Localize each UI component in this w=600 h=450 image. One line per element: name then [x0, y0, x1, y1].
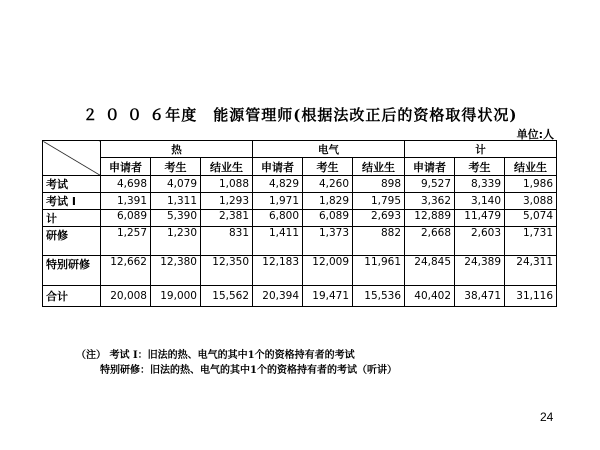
table-cell: 40,402	[405, 286, 455, 307]
table-cell: 1,373	[303, 227, 353, 256]
table-cell: 38,471	[455, 286, 505, 307]
col-header-applicants: 申请者	[101, 158, 151, 176]
table-cell: 4,829	[253, 176, 303, 193]
table-cell: 12,889	[405, 210, 455, 227]
unit-label: 单位:人	[516, 128, 554, 141]
table-cell: 9,527	[405, 176, 455, 193]
col-header-graduates: 结业生	[505, 158, 557, 176]
table-cell: 24,389	[455, 256, 505, 286]
table-cell: 4,260	[303, 176, 353, 193]
table-cell: 15,562	[201, 286, 253, 307]
table-cell: 11,961	[353, 256, 405, 286]
col-header-examinees: 考生	[303, 158, 353, 176]
corner-diagonal-cell	[43, 141, 101, 176]
table-cell: 1,230	[151, 227, 201, 256]
table-cell: 24,311	[505, 256, 557, 286]
row-label: 研修	[43, 227, 101, 256]
table-cell: 2,693	[353, 210, 405, 227]
row-label: 考试 I	[43, 193, 101, 210]
table-cell: 1,088	[201, 176, 253, 193]
table-cell: 882	[353, 227, 405, 256]
page-title: ２ ０ ０ ６年度 能源管理师(根据法改正后的资格取得状况)	[82, 106, 518, 124]
col-header-applicants: 申请者	[405, 158, 455, 176]
table-cell: 1,971	[253, 193, 303, 210]
footnote-line-1: （注） 考试 I：旧法的热、电气的其中1个的资格持有者的考试	[76, 350, 355, 361]
col-header-examinees: 考生	[151, 158, 201, 176]
table-cell: 1,829	[303, 193, 353, 210]
col-header-examinees: 考生	[455, 158, 505, 176]
table-cell: 3,362	[405, 193, 455, 210]
table-cell: 24,845	[405, 256, 455, 286]
table-cell: 4,079	[151, 176, 201, 193]
table-cell: 2,668	[405, 227, 455, 256]
table-cell: 1,391	[101, 193, 151, 210]
table-cell: 12,350	[201, 256, 253, 286]
table-cell: 1,986	[505, 176, 557, 193]
group-header-total: 计	[405, 141, 557, 158]
table-cell: 5,074	[505, 210, 557, 227]
table-cell: 898	[353, 176, 405, 193]
table-cell: 15,536	[353, 286, 405, 307]
table-cell: 1,795	[353, 193, 405, 210]
table-cell: 1,411	[253, 227, 303, 256]
table-cell: 11,479	[455, 210, 505, 227]
row-label: 计	[43, 210, 101, 227]
table-row-special-training	[43, 256, 557, 286]
table-cell: 3,088	[505, 193, 557, 210]
table-cell: 19,000	[151, 286, 201, 307]
table-cell: 12,009	[303, 256, 353, 286]
table-row-training	[43, 227, 557, 256]
col-header-graduates: 结业生	[353, 158, 405, 176]
table-cell: 6,089	[101, 210, 151, 227]
col-header-applicants: 申请者	[253, 158, 303, 176]
group-header-electric: 电气	[253, 141, 405, 158]
footnote	[76, 348, 397, 378]
table-cell: 12,380	[151, 256, 201, 286]
footnote-line-2: 特别研修：旧法的热、电气的其中1个的资格持有者的考试（听讲）	[100, 365, 397, 376]
table-cell: 4,698	[101, 176, 151, 193]
table-row-grand-total	[43, 286, 557, 307]
table-cell: 6,089	[303, 210, 353, 227]
table-cell: 2,603	[455, 227, 505, 256]
group-header-heat: 热	[101, 141, 253, 158]
table-cell: 12,183	[253, 256, 303, 286]
table-cell: 31,116	[505, 286, 557, 307]
row-label: 合计	[43, 286, 101, 307]
table-row-exam	[43, 176, 557, 193]
table-cell: 1,293	[201, 193, 253, 210]
table-row-exam-1	[43, 193, 557, 210]
table-cell: 19,471	[303, 286, 353, 307]
table-cell: 1,731	[505, 227, 557, 256]
table-cell: 8,339	[455, 176, 505, 193]
row-label: 特别研修	[43, 256, 101, 286]
table-cell: 20,008	[101, 286, 151, 307]
table-cell: 3,140	[455, 193, 505, 210]
table-cell: 20,394	[253, 286, 303, 307]
table-cell: 5,390	[151, 210, 201, 227]
page-number: 24	[540, 410, 554, 424]
table-cell: 1,257	[101, 227, 151, 256]
row-label: 考试	[43, 176, 101, 193]
col-header-graduates: 结业生	[201, 158, 253, 176]
table-cell: 2,381	[201, 210, 253, 227]
table-row-subtotal	[43, 210, 557, 227]
table-cell: 1,311	[151, 193, 201, 210]
table-cell: 12,662	[101, 256, 151, 286]
table-cell: 831	[201, 227, 253, 256]
table-cell: 6,800	[253, 210, 303, 227]
qualification-table	[42, 140, 557, 307]
